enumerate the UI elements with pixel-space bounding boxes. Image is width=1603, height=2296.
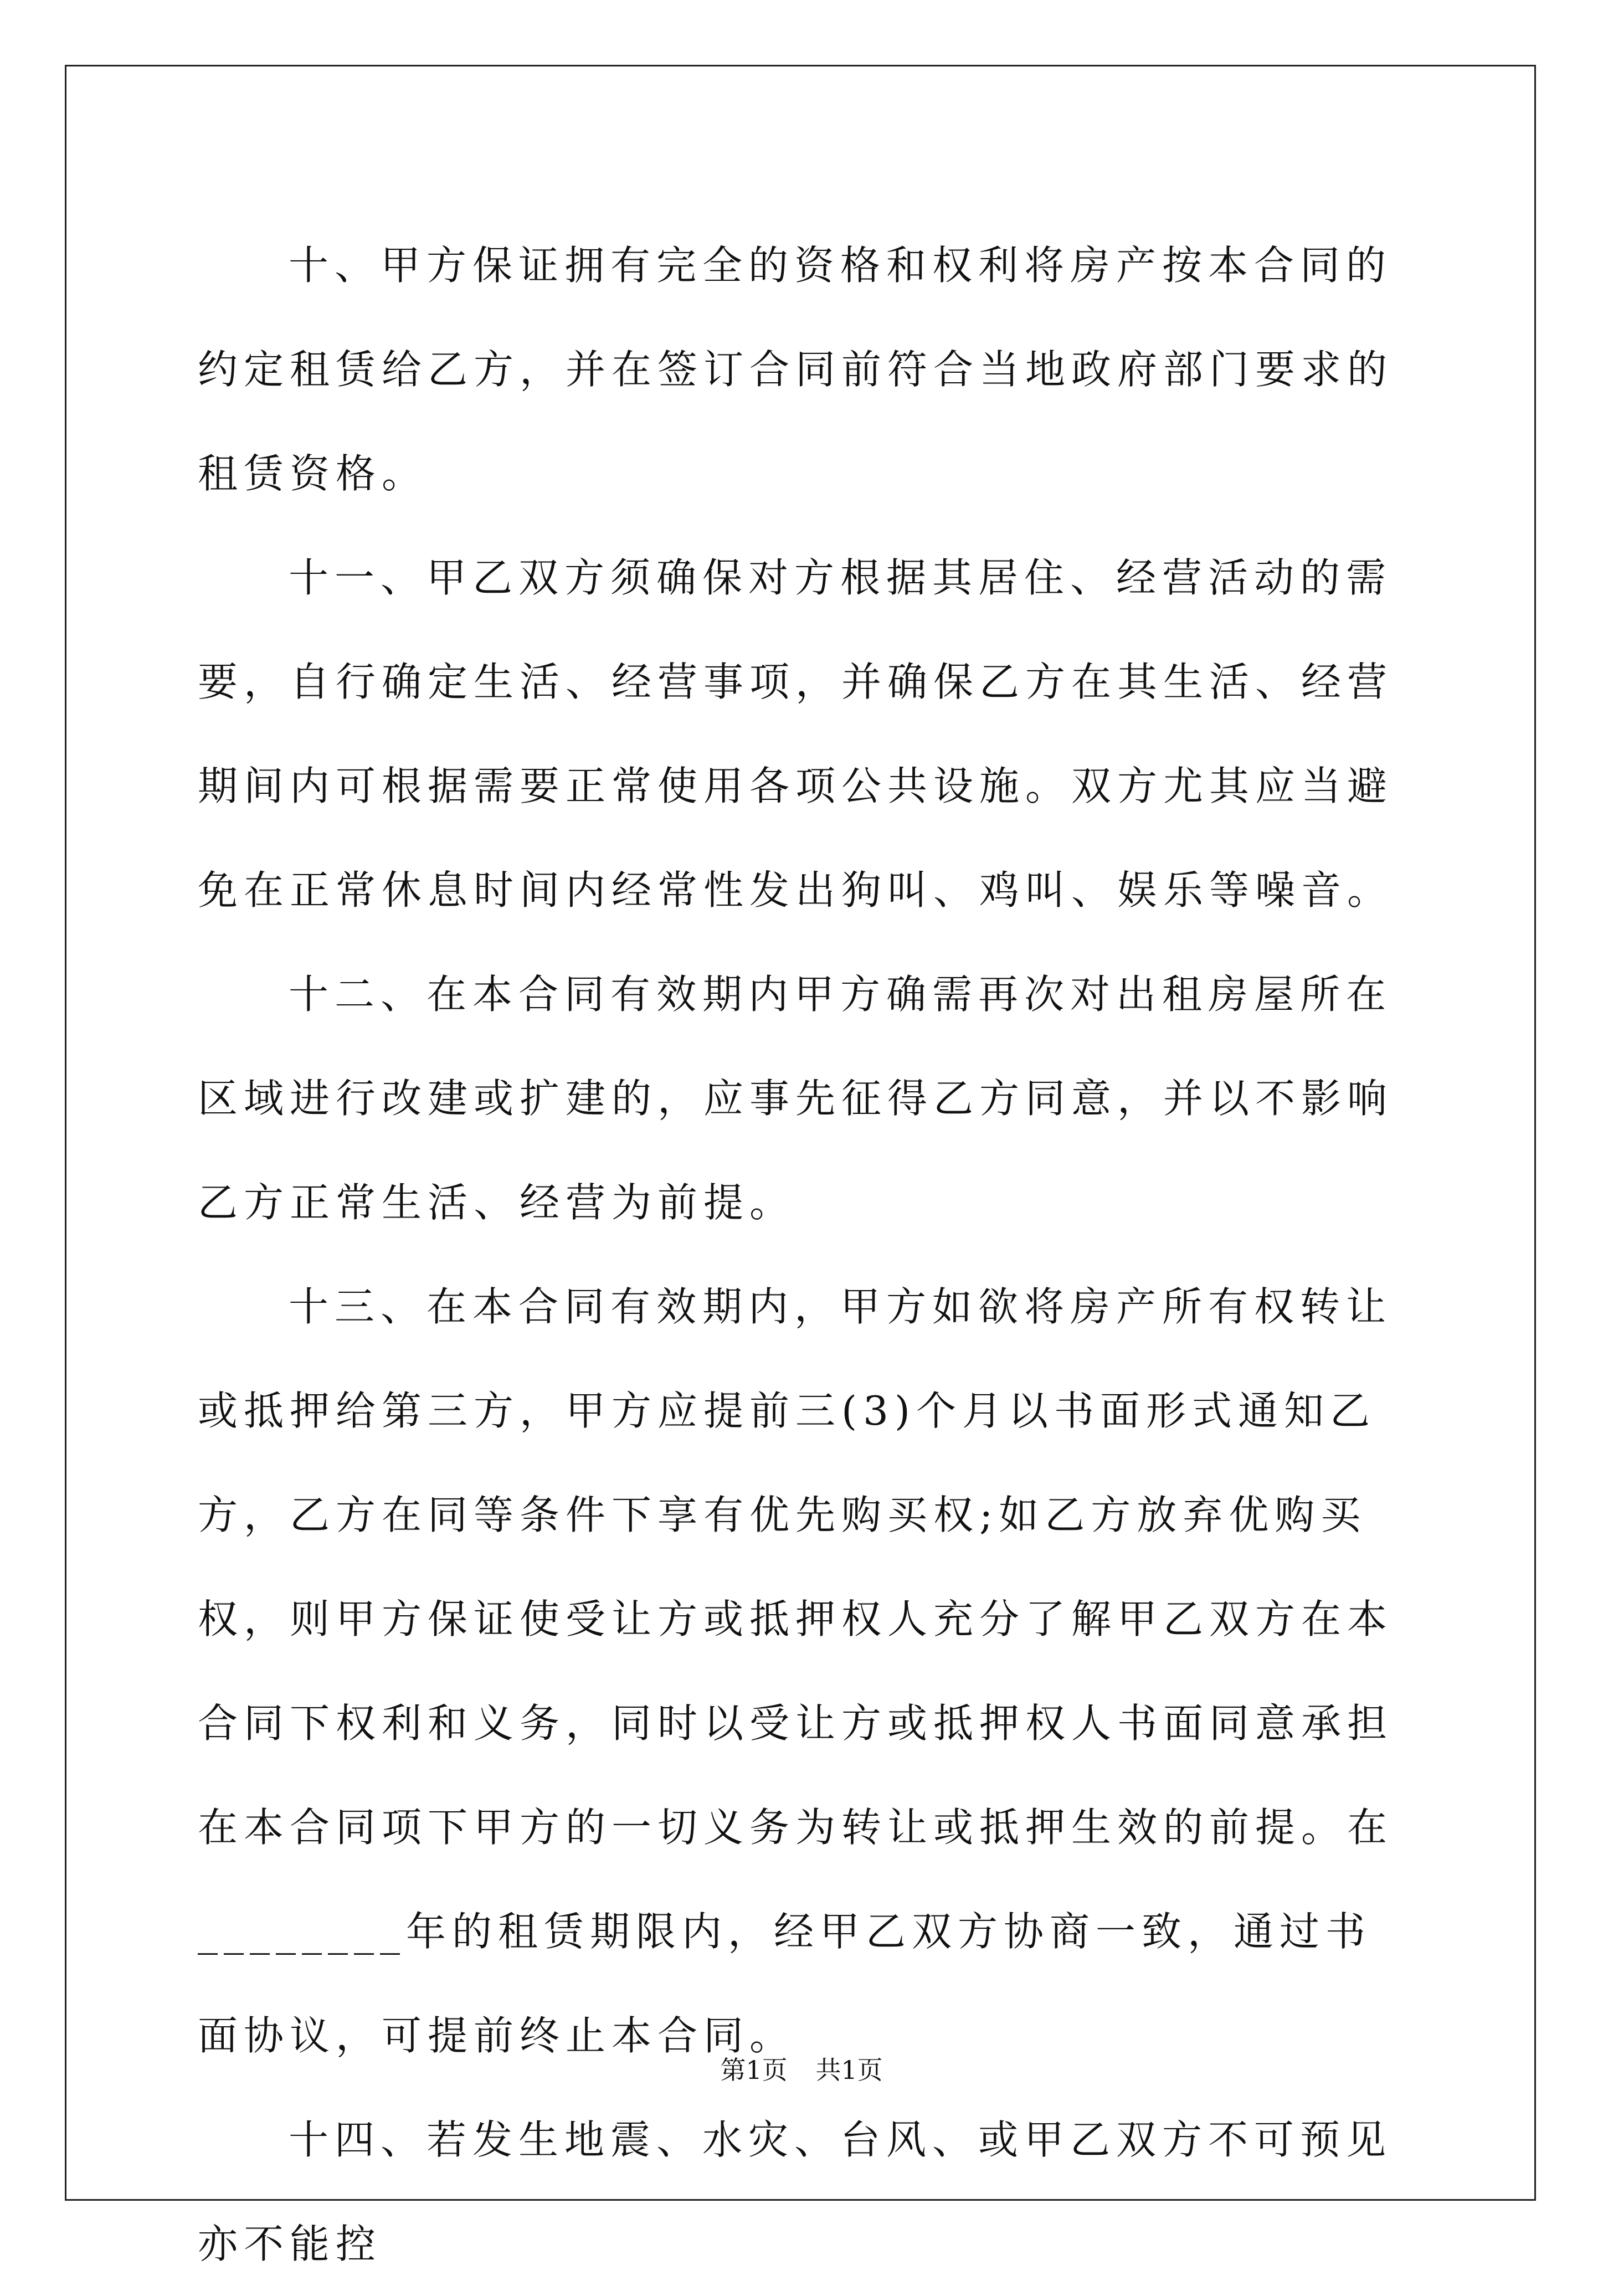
page-footer (0, 2053, 1603, 2087)
clause-13: 十三、在本合同有效期内，甲方如欲将房产所有权转让或抵押给第三方，甲方应提前三(3)个月以书面形式通知乙方，乙方在同等条件下享有优先购买权;如乙方放弃优购买权，则甲方保证使受让方或抵押权人充分了解甲乙双方在本合同下权利和义务，同时以受让方或抵押权人书面同意承担在本合同项下甲方的一切义务为转让或抵押生效的前提。在________年的租赁期限内，经甲乙双方协商一致，通过书面协议，可提前终止本合同。 (198, 1283, 1394, 2059)
clause-12: 十二、在本合同有效期内甲方确需再次对出租房屋所在区域进行改建或扩建的，应事先征得乙方同意，并以不影响乙方正常生活、经营为前提。 (198, 971, 1394, 1226)
page-number: 第1页 (720, 2055, 788, 2085)
clause-11: 十一、甲乙双方须确保对方根据其居住、经营活动的需要，自行确定生活、经营事项，并确保乙方在其生活、经营期间内可根据需要正常使用各项公共设施。双方尤其应当避免在正常休息时间内经常性发出狗叫、鸡叫、娱乐等噪音。 (198, 554, 1394, 913)
page-total: 共1页 (815, 2055, 883, 2085)
clause-14: 十四、若发生地震、水灾、台风、或甲乙双方不可预见亦不能控 (198, 2117, 1393, 2267)
document-body (198, 213, 1400, 2296)
clause-10: 十、甲方保证拥有完全的资格和权利将房产按本合同的约定租赁给乙方，并在签订合同前符合当地政府部门要求的租赁资格。 (198, 242, 1394, 497)
